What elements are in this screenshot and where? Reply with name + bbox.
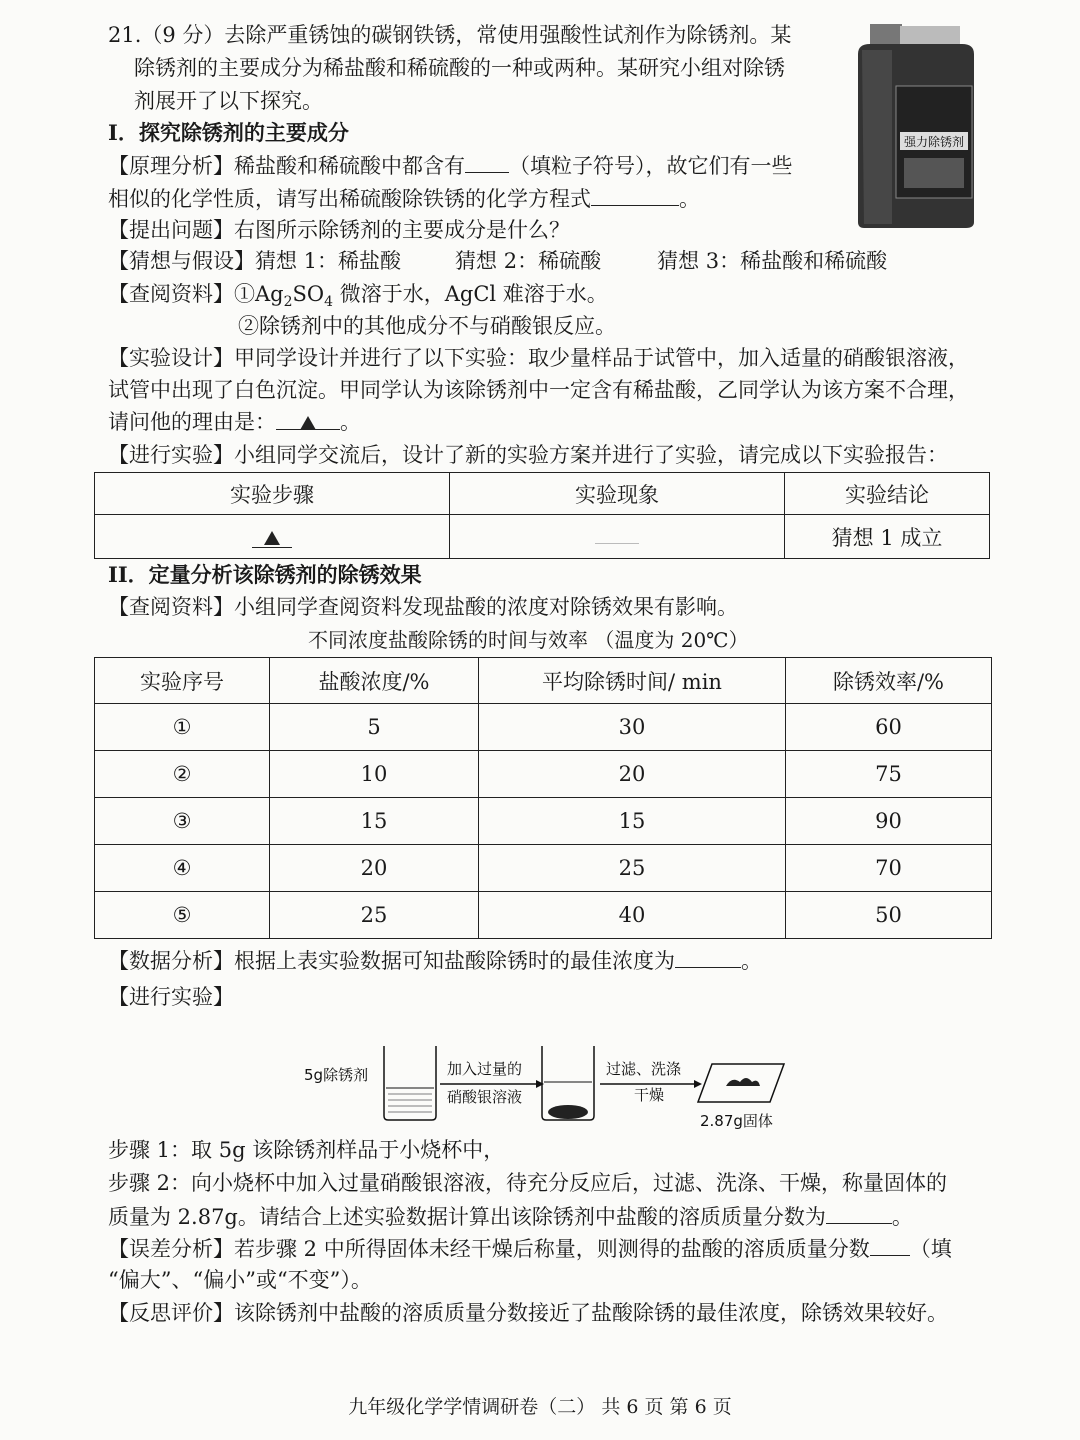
diagram-sample-label: 5g除锈剂: [304, 1066, 369, 1084]
table-cell: 5: [270, 704, 479, 751]
table-header-row: [95, 473, 990, 515]
table-header-cell: 实验序号: [95, 658, 270, 704]
table-cell: 75: [786, 751, 992, 798]
triangle-icon: [264, 531, 280, 545]
table-cell: ②: [95, 751, 270, 798]
table-row: [95, 845, 992, 892]
section-title: II．定量分析该除锈剂的除锈效果: [108, 562, 422, 587]
table-header-cell: 实验步骤: [95, 473, 450, 515]
table-cell: [95, 515, 450, 559]
design-line: 【实验设计】甲同学设计并进行了以下实验：取少量样品于试管中，加入适量的硝酸银溶液，: [108, 346, 969, 370]
concentration-table: [94, 657, 992, 939]
hypothesis-line: 【猜想与假设】猜想 1：稀盐酸 猜想 2：稀硫酸 猜想 3：稀盐酸和稀硫酸: [108, 249, 888, 273]
table-cell: 25: [270, 892, 479, 939]
diagram-step-label: 过滤、洗涤: [606, 1060, 682, 1078]
answer-blank: [276, 407, 340, 430]
table-row: [95, 515, 990, 559]
table-cell: ①: [95, 704, 270, 751]
bottle-label: 强力除锈剂: [903, 135, 965, 149]
question-text: 剂展开了以下探究。: [134, 89, 323, 113]
table-caption: 不同浓度盐酸除锈的时间与效率 （温度为 20℃）: [308, 628, 749, 652]
table-cell: 40: [479, 892, 786, 939]
design-line: 试管中出现了白色沉淀。甲同学认为该除锈剂中一定含有稀盐酸，乙同学认为该方案不合理，: [108, 378, 969, 402]
process-diagram: [300, 1036, 800, 1136]
table-header-cell: 盐酸浓度/%: [270, 658, 479, 704]
diagram-reagent-label: 硝酸银溶液: [447, 1088, 523, 1106]
answer-blank: [870, 1233, 910, 1256]
diagram-mass-label: 2.87g固体: [700, 1112, 773, 1130]
table-cell: 20: [479, 751, 786, 798]
table-cell: 20: [270, 845, 479, 892]
answer-blank: [465, 150, 509, 173]
table-cell: 30: [479, 704, 786, 751]
reference-line: 【查阅资料】小组同学查阅资料发现盐酸的浓度对除锈效果有影响。: [108, 595, 738, 619]
table-header-cell: 实验现象: [450, 473, 785, 515]
table-header-cell: 除锈效率/%: [786, 658, 992, 704]
experiment-intro: 【进行实验】小组同学交流后，设计了新的实验方案并进行了实验，请完成以下实验报告：: [108, 443, 948, 467]
table-row: [95, 751, 992, 798]
error-analysis-line: “偏大”、“偏小”或“不变”）。: [108, 1268, 372, 1292]
reference-line: 【查阅资料】$①Ag_2SO_4$ 微溶于水，AgCl 难溶于水。: [108, 282, 608, 311]
design-line: 请问他的理由是： 。: [108, 407, 361, 437]
table-row: [95, 892, 992, 939]
rust-remover-bottle-image: [852, 24, 980, 229]
table-cell: 15: [270, 798, 479, 845]
step-line: 步骤 1：取 5g 该除锈剂样品于小烧杯中，: [108, 1138, 505, 1162]
principle-line: 【原理分析】稀盐酸和稀硫酸中都含有 （填粒子符号），故它们有一些: [108, 150, 793, 181]
table-cell: 70: [786, 845, 992, 892]
table-header-row: [95, 658, 992, 704]
answer-blank: [826, 1201, 892, 1224]
diagram-step-label: 干燥: [634, 1086, 665, 1104]
step-line: 步骤 2：向小烧杯中加入过量硝酸银溶液，待充分反应后，过滤、洗涤、干燥，称量固体的: [108, 1171, 948, 1195]
diagram-reagent-label: 加入过量的: [447, 1060, 523, 1078]
answer-blank: [591, 183, 679, 206]
answer-blank: [675, 945, 741, 968]
step-line: 质量为 2.87g。请结合上述实验数据计算出该除锈剂中盐酸的溶质质量分数为 。: [108, 1201, 913, 1232]
question-text: 除锈剂的主要成分为稀盐酸和稀硫酸的一种或两种。某研究小组对除锈: [134, 56, 785, 80]
reference-line: ②除锈剂中的其他成分不与硝酸银反应。: [238, 314, 616, 338]
table-cell: 15: [479, 798, 786, 845]
table-cell: 90: [786, 798, 992, 845]
error-analysis-line: 【误差分析】若步骤 2 中所得固体未经干燥后称量，则测得的盐酸的溶质质量分数 （填: [108, 1233, 952, 1264]
table-header-cell: 实验结论: [785, 473, 990, 515]
question-header: 21.（9 分）去除严重锈蚀的碳钢铁锈，常使用强酸性试剂作为除锈剂。某: [108, 23, 792, 47]
table-header-cell: 平均除锈时间/ min: [479, 658, 786, 704]
analysis-line: 【数据分析】根据上表实验数据可知盐酸除锈时的最佳浓度为 。: [108, 945, 762, 976]
table-cell: ④: [95, 845, 270, 892]
reflection-line: 【反思评价】该除锈剂中盐酸的溶质质量分数接近了盐酸除锈的最佳浓度，除锈效果较好。: [108, 1301, 948, 1325]
triangle-icon: [300, 416, 316, 430]
experiment-report-table: [94, 472, 990, 559]
table-cell: 50: [786, 892, 992, 939]
table-cell: 猜想 1 成立: [785, 515, 990, 559]
table-row: [95, 798, 992, 845]
table-cell: 10: [270, 751, 479, 798]
beaker-icon: [384, 1046, 436, 1120]
experiment-label: 【进行实验】: [108, 985, 234, 1009]
table-row: [95, 704, 992, 751]
table-cell: ⑤: [95, 892, 270, 939]
precipitate-icon: [548, 1105, 588, 1119]
table-cell: [450, 515, 785, 559]
table-cell: 25: [479, 845, 786, 892]
question-line: 【提出问题】右图所示除锈剂的主要成分是什么？: [108, 218, 570, 242]
principle-line: 相似的化学性质，请写出稀硫酸除铁锈的化学方程式 。: [108, 183, 700, 214]
table-cell: ③: [95, 798, 270, 845]
section-title: I．探究除锈剂的主要成分: [108, 120, 349, 145]
table-cell: 60: [786, 704, 992, 751]
page-footer: 九年级化学学情调研卷（二） 共 6 页 第 6 页: [348, 1396, 732, 1418]
